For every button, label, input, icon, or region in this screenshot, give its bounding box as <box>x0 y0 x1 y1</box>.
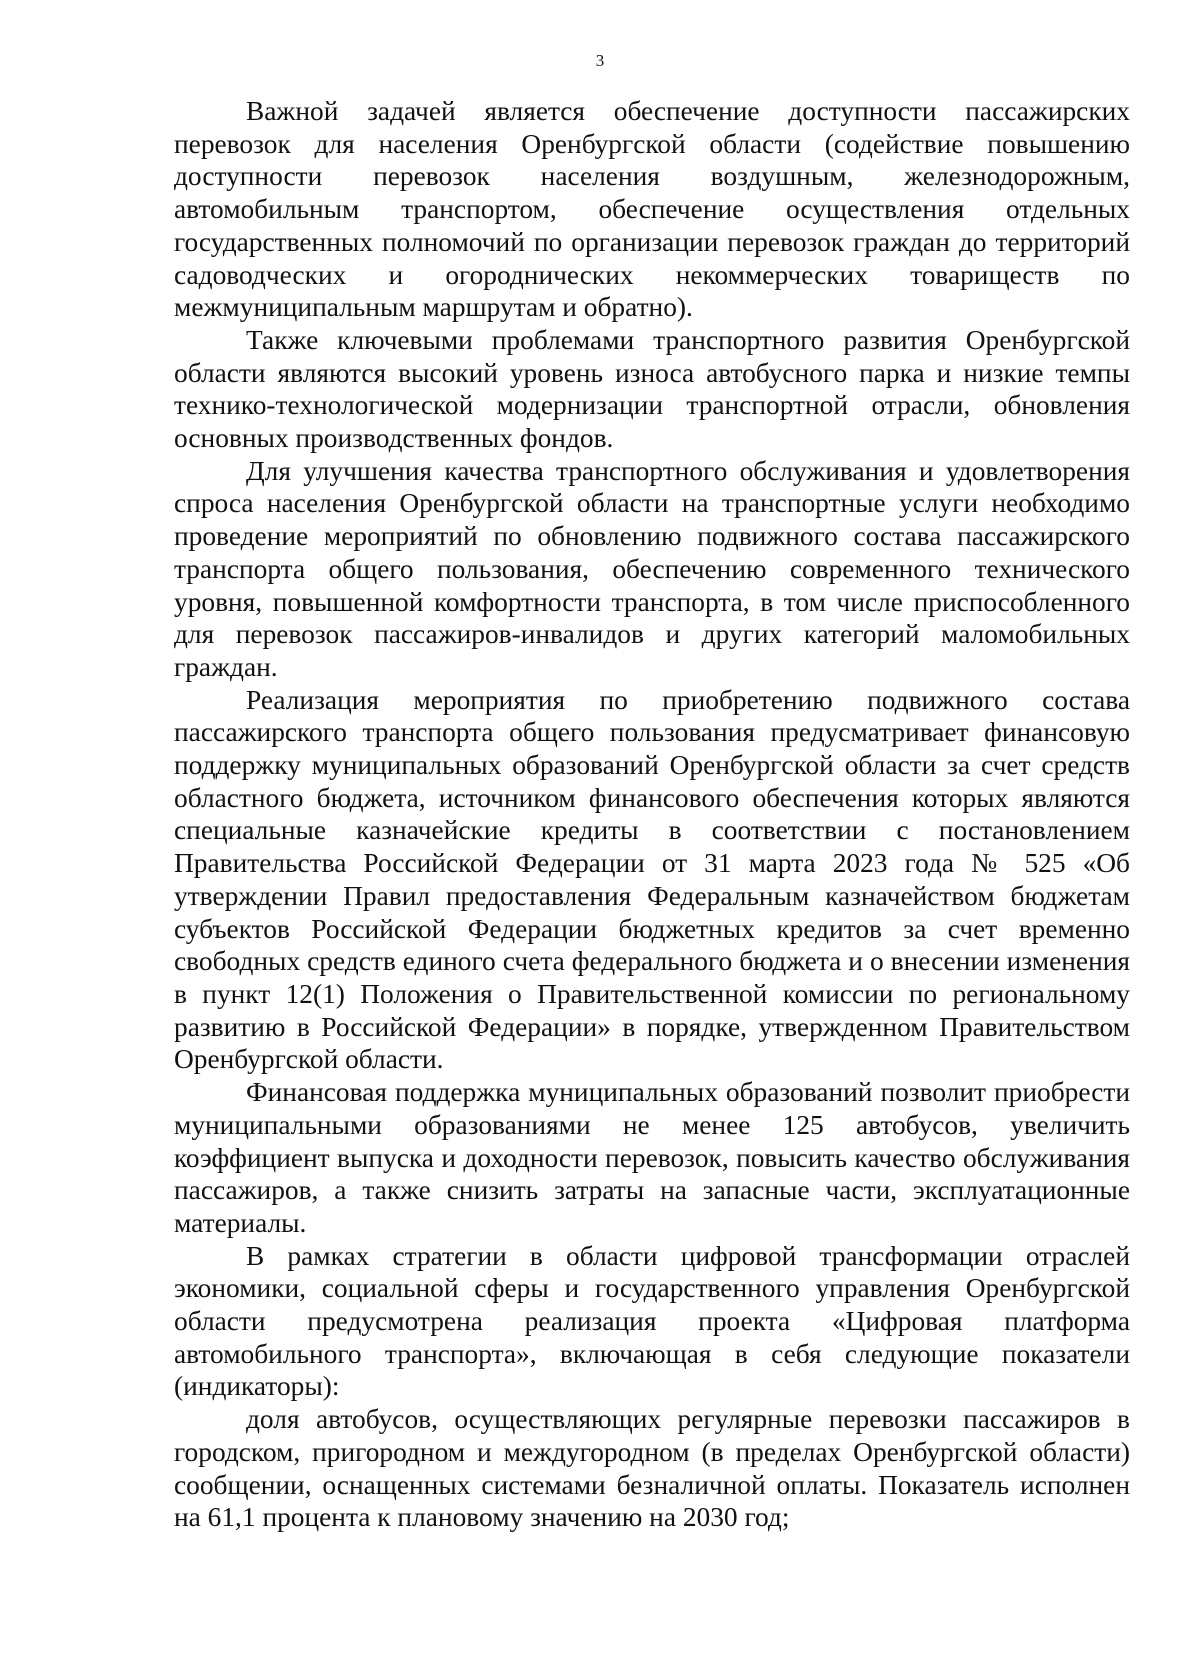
page-number: 3 <box>595 51 605 70</box>
paragraph-rolling-stock-purchase: Реализация мероприятия по приобретению подвижного состава пассажирского транспорта общего пользования предусматривает финансовую поддержку муниципальных образований Оренбургской области за счет средств областного бюджета, источником финансового обеспечения которых являются специальные казначейские кредиты в соответствии с постановлением Правительства Российской Федерации от 31 марта 2023 года № 525 «Об утверждении Правил предоставления Федеральным казначейством бюджетам субъектов Российской Федерации бюджетных кредитов за счет временно свободных средств единого счета федерального бюджета и о внесении изменения в пункт 12(1) Положения о Правительственной комиссии по региональному развитию в Российской Федерации» в порядке, утвержденном Правительством Оренбургской области. <box>174 684 1130 1075</box>
paragraph-service-quality: Для улучшения качества транспортного обслуживания и удовлетворения спроса населения Оренбургской области на транспортные услуги необходимо проведение мероприятий по обновлению подвижного состава пассажирского транспорта общего пользования, обеспечению современного технического уровня, повышенной комфортности транспорта, в том числе приспособленного для перевозок пассажиров-инвалидов и других категорий маломобильных граждан. <box>174 455 1130 682</box>
paragraph-financial-support: Финансовая поддержка муниципальных образований позволит приобрести муниципальными образованиями не менее 125 автобусов, увеличить коэффициент выпуска и доходности перевозок, повысить качество обслуживания пассажиров, а также снизить затраты на запасные части, эксплуатационные материалы. <box>174 1077 1130 1238</box>
paragraph-cashless-indicator: доля автобусов, осуществляющих регулярные перевозки пассажиров в городском, пригородном и междугородном (в пределах Оренбургской области) сообщении, оснащенных системами безналичной оплаты. Показатель исполнен на 61,1 процента к плановому значению на 2030 год; <box>174 1404 1130 1533</box>
document-body <box>174 95 1130 1534</box>
paragraph-digital-strategy: В рамках стратегии в области цифровой трансформации отраслей экономики, социальной сферы и государственного управления Оренбургской области предусмотрена реализация проекта «Цифровая платформа автомобильного транспорта», включающая в себя следующие показатели (индикаторы): <box>174 1240 1130 1402</box>
paragraph-passenger-access: Важной задачей является обеспечение доступности пассажирских перевозок для населения Оренбургской области (содействие повышению доступности перевозок населения воздушным, железнодорожным, автомобильным транспортом, обеспечение осуществления отдельных государственных полномочий по организации перевозок граждан до территорий садоводческих и огороднических некоммерческих товариществ по межмуниципальным маршрутам и обратно). <box>174 96 1130 323</box>
paragraph-key-problems: Также ключевыми проблемами транспортного развития Оренбургской области являются высокий уровень износа автобусного парка и низкие темпы технико-технологической модернизации транспортной отрасли, обновления основных производственных фондов. <box>174 324 1130 454</box>
